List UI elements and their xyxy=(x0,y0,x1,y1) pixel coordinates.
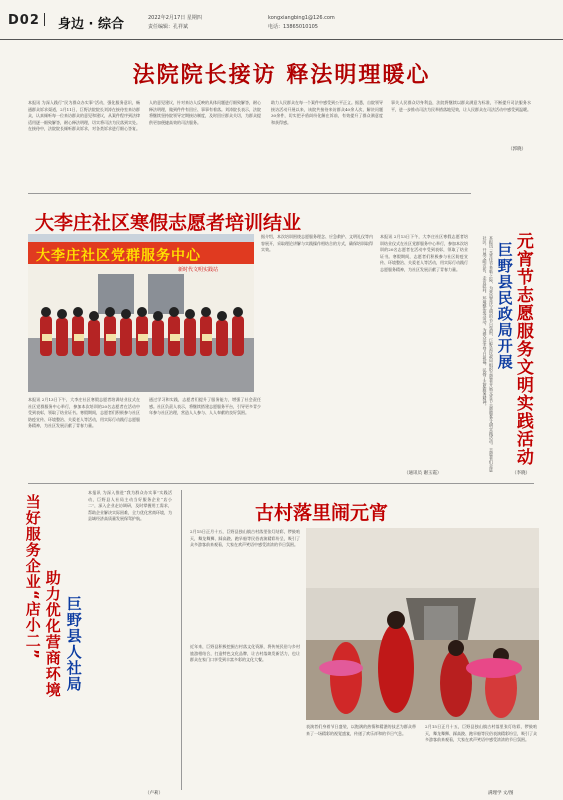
page-number: D02 xyxy=(8,13,40,28)
article-court-col4: 事关人民群众切身利益，法院将继续以群众满意为标准，不断提升司法服务水平，进一步推动司法为民举措落地见效，让人民群众在司法活动中感受到温暖。 xyxy=(391,100,531,112)
village-festival-image xyxy=(306,528,539,720)
article-village-col3: 表演者们身着节日盛装，以饱满的热情和精湛的技艺为群众带来了一场精彩的视觉盛宴，传递了欢乐祥和的节日气息。 xyxy=(306,724,416,736)
article-enterprise-body: 本报讯 为深入推进“我为群众办实事”实践活动，巨野县人社局主动当好服务企业“店小二”，深入企业走访调研，及时掌握用工需求，帮助企业解决实际困难，全力优化营商环境，为县域经济高质量发展保驾护航。 xyxy=(88,490,172,521)
article-volunteer-col3: 据介绍，本次培训围绕志愿服务理念、应急救护、文明礼仪等内容展开，采取理论讲解与实践操作相结合的方式，确保培训取得实效。 xyxy=(261,234,373,252)
editor: 责任编辑：孔祥斌 xyxy=(148,24,189,30)
volunteer-author: （通讯员 谢玉霞） xyxy=(404,471,442,476)
court-author: （郭晓） xyxy=(508,147,526,152)
headline-civil-affairs: 巨野县民政局开展 xyxy=(495,242,514,370)
headline-volunteer: 大李庄社区寒假志愿者培训结业 xyxy=(35,212,302,234)
headline-service-enterprise: 当好服务企业“店小二” xyxy=(23,494,42,660)
headline-lantern-festival: 元宵节志愿服务文明实践活动 xyxy=(512,232,533,466)
article-court-col3: 助力人民群众在每一个案件中感受到公平正义。据悉，自院领导接访活动开展以来，该院共接待来访群众40余人次，解决问题30余件，切实把矛盾纠纷化解在诉前，有效提升了群众满意度和获得感。 xyxy=(271,100,383,125)
email: kongxiangbing1@126.com xyxy=(268,15,335,21)
enterprise-author: （卢莉） xyxy=(145,791,163,796)
article-village-col4: 2月15日正月十五，巨野县独山镇古村落里张灯结彩，锣鼓喧天，舞龙舞狮、踩高跷、跑旱船等民俗表演精彩纷呈，吸引了众多游客前来观看，大家在欢声笑语中感受浓浓的节日氛围。 xyxy=(425,724,537,742)
section-title: 身边 · 综合 xyxy=(58,17,124,32)
article-volunteer-col2: 通过学习和实践，志愿者们提升了服务能力，增强了社会责任感。社区负责人表示，将继续搭建志愿服务平台，引导更多青少年参与社区治理，营造人人参与、人人奉献的良好氛围。 xyxy=(149,397,261,415)
photo-sign: 大李庄社区党群服务中心 xyxy=(36,248,201,264)
village-photo xyxy=(306,528,539,720)
article-court-col2: 人的意见建议，针对来访人反映的具体问题进行细致解答，耐心释法明理，做到件件有回应、事事有着落。刘涛院长表示，法院将继续坚持院领导定期接访制度，及时回应群众关切，为群众提供更加便捷高效的司法服务。 xyxy=(149,100,261,125)
divider-2 xyxy=(28,483,534,484)
headline-court: 法院院长接访 释法明理暖心 xyxy=(132,63,431,88)
volunteer-photo xyxy=(28,234,254,392)
headline-hr-bureau: 巨野县人社局 xyxy=(64,596,83,692)
header-divider xyxy=(44,13,45,26)
page-header xyxy=(0,0,563,40)
article-lantern-body: 本报讯 元宵佳节来临之际，为营造喜庆文明的节日氛围，巨野县民政局组织志愿者开展元宵节志愿服务文明实践活动。志愿者们走进社区，开展文明宣传、走访慰问、环境整治等活动，为群众送去节日祝福，弘扬了志愿服务精神。 xyxy=(482,236,494,472)
article-volunteer-col4: 本报讯 2月13日下午，大李庄社区寒假志愿者培训结业仪式在社区党群服务中心举行，参加本次培训的20名志愿者在活动中受到表彰，领取了结业证书。寒假期间，志愿者们积极参与社区防疫宣传、环境整治、关爱老人等活动，用实际行动践行志愿服务精神，为社区发展贡献了青春力量。 xyxy=(380,234,468,272)
article-village-col1: 2月15日正月十五，巨野县独山镇古村落里张灯结彩，锣鼓喧天，舞龙舞狮、踩高跷、跑旱船等民俗表演精彩纷呈，吸引了众多游客前来观看，大家在欢声笑语中感受浓浓的节日氛围。 xyxy=(190,529,300,547)
phone: 电话：13865010105 xyxy=(268,24,318,30)
photo-sub-sign: 新时代文明实践站 xyxy=(178,267,219,273)
headline-ancient-village: 古村落里闹元宵 xyxy=(255,502,389,524)
article-village-col2: 近年来，巨野县积极挖掘古村落文化资源，将传统民俗与乡村旅游相结合，打造特色文化品牌，让古村落焕发新活力，也让群众在家门口享受到丰富多彩的文化大餐。 xyxy=(190,644,300,662)
divider-1 xyxy=(28,193,471,194)
headline-business-env: 助力优化营商环境 xyxy=(43,570,62,698)
village-author: 满理学 文/图 xyxy=(488,791,514,796)
lantern-author: （李晓） xyxy=(512,471,530,476)
divider-3 xyxy=(181,490,182,790)
article-court-col1: 本报讯 为深入践行“民为群众办实事”活动，强化服务意识，畅通群众诉求渠道，2月11日，巨野法院院长刘涛在接待室来访群众，认真倾听每一位来访群众的意见和建议，从案件程序到法律适用逐一细致解答，耐心释法明理，切实将司法为民落到实处。在接待中，法院院长倾听群众诉求，对各类诉求进行细心答复。 xyxy=(28,100,140,131)
issue-date: 2022年2月17日 星期四 xyxy=(148,15,202,21)
article-volunteer-col1: 本报讯 2月13日下午，大李庄社区寒假志愿者培训结业仪式在社区党群服务中心举行，参加本次培训的20名志愿者在活动中受到表彰，领取了结业证书。寒假期间，志愿者们积极参与社区防疫宣传、环境整治、关爱老人等活动，用实际行动践行志愿服务精神，为社区发展贡献了青春力量。 xyxy=(28,397,140,428)
